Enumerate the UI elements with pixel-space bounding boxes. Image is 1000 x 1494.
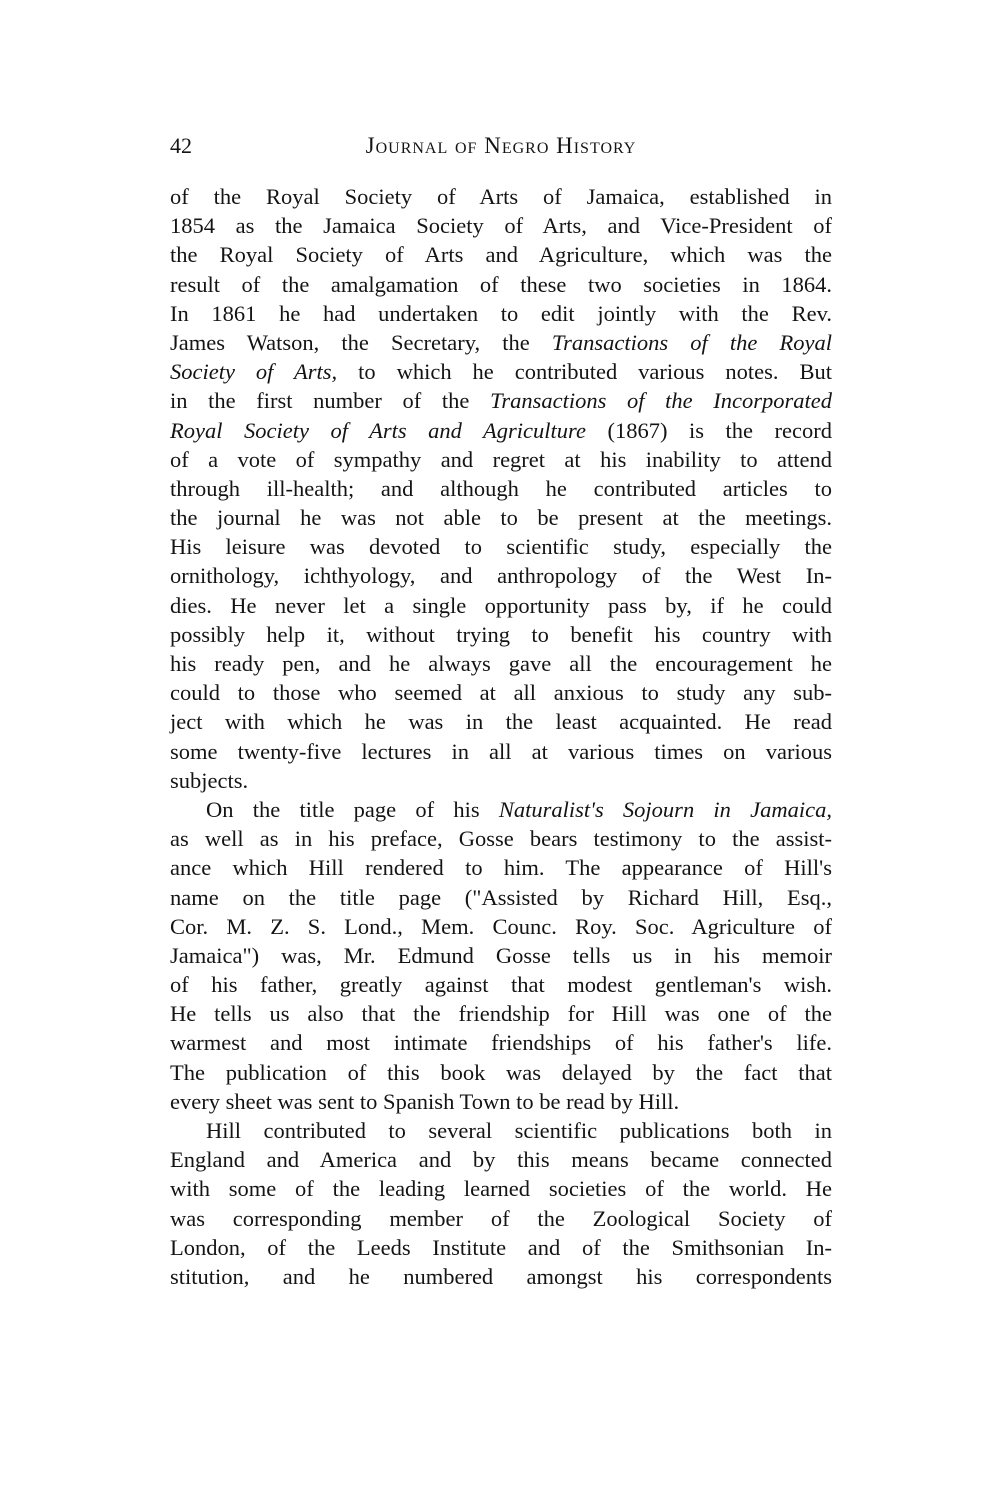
- text-segment: could to those who seemed at all anxious to study any sub-: [170, 680, 832, 706]
- text-line: [170, 357, 832, 386]
- text-line: [170, 416, 832, 445]
- text-line: [170, 211, 832, 240]
- text-segment: On the title page of his: [206, 796, 499, 822]
- running-head: [170, 131, 832, 161]
- text-segment: was corresponding member of the Zoological Society of: [170, 1205, 832, 1231]
- text-segment: The publication of this book was delayed by the fact that: [170, 1059, 832, 1085]
- text-segment: warmest and most intimate friendships of his father's life.: [170, 1030, 832, 1056]
- text-segment: (1867) is the record: [585, 417, 832, 443]
- text-line: [170, 620, 832, 649]
- text-line: [170, 1233, 832, 1262]
- text-segment: every sheet was sent to Spanish Town to be read by Hill.: [170, 1088, 680, 1114]
- text-segment: possibly help it, without trying to benefit his country with: [170, 621, 832, 647]
- text-line: [170, 795, 832, 824]
- text-line: [170, 1116, 832, 1145]
- text-segment: His leisure was devoted to scientific study, especially the: [170, 534, 832, 560]
- text-segment: through ill-health; and although he contributed articles to: [170, 475, 832, 501]
- italic-title-segment: Society of Arts,: [170, 359, 338, 385]
- text-line: [170, 941, 832, 970]
- text-segment: ornithology, ichthyology, and anthropology of the West In-: [170, 563, 832, 589]
- text-segment: ject with which he was in the least acquainted. He read: [170, 709, 832, 735]
- text-segment: name on the title page ("Assisted by Richard Hill, Esq.,: [170, 884, 832, 910]
- text-line: [170, 328, 832, 357]
- text-line: [170, 737, 832, 766]
- text-line: [170, 1145, 832, 1174]
- italic-title-segment: Transactions of the Incorporated: [490, 388, 832, 414]
- text-segment: ance which Hill rendered to him. The appearance of Hill's: [170, 855, 832, 881]
- page-number: 42: [170, 133, 192, 158]
- text-segment: James Watson, the Secretary, the: [170, 329, 552, 355]
- text-segment: the Royal Society of Arts and Agriculture, which was the: [170, 242, 832, 268]
- text-segment: of the Royal Society of Arts of Jamaica, established in: [170, 184, 832, 209]
- text-segment: London, of the Leeds Institute and of the Smithsonian In-: [170, 1234, 832, 1260]
- text-line: [170, 532, 832, 561]
- text-segment: to which he contributed various notes. But: [337, 359, 832, 385]
- text-segment: Cor. M. Z. S. Lond., Mem. Counc. Roy. Soc. Agriculture of: [170, 913, 832, 939]
- text-segment: England and America and by this means became connected: [170, 1147, 832, 1173]
- text-line: [170, 1204, 832, 1233]
- text-segment: with some of the leading learned societies of the world. He: [170, 1176, 832, 1202]
- text-segment: his ready pen, and he always gave all the encouragement he: [170, 651, 832, 676]
- text-line: [170, 1028, 832, 1057]
- text-line: [170, 240, 832, 269]
- text-line: [170, 299, 832, 328]
- text-line: [170, 182, 832, 211]
- text-segment: result of the amalgamation of these two societies in 1864.: [170, 271, 832, 297]
- text-line: [170, 474, 832, 503]
- text-line: [170, 707, 832, 736]
- text-segment: of a vote of sympathy and regret at his inability to attend: [170, 446, 832, 472]
- text-segment: some twenty-five lectures in all at various times on various: [170, 738, 832, 764]
- text-segment: of his father, greatly against that modest gentleman's wish.: [170, 972, 832, 998]
- text-line: [170, 853, 832, 882]
- text-line: [170, 445, 832, 474]
- text-segment: stitution, and he numbered amongst his correspondents: [170, 1263, 832, 1289]
- text-line: [170, 1174, 832, 1203]
- text-line: [170, 1087, 832, 1116]
- text-line: [170, 999, 832, 1028]
- text-line: [170, 503, 832, 532]
- body-text: [170, 182, 832, 1291]
- text-segment: Hill contributed to several scientific publications both in: [206, 1118, 832, 1143]
- text-segment: In 1861 he had undertaken to edit jointly with the Rev.: [170, 300, 832, 326]
- text-segment: He tells us also that the friendship for Hill was one of the: [170, 1001, 832, 1027]
- text-segment: as well as in his preface, Gosse bears testimony to the assist-: [170, 826, 832, 852]
- text-line: [170, 270, 832, 299]
- text-line: [170, 561, 832, 590]
- text-segment: Jamaica") was, Mr. Edmund Gosse tells us in his memoir: [170, 942, 832, 968]
- text-line: [170, 824, 832, 853]
- text-segment: subjects.: [170, 767, 249, 793]
- text-line: [170, 678, 832, 707]
- italic-title-segment: Transactions of the Royal: [551, 329, 832, 355]
- text-line: [170, 1262, 832, 1291]
- text-line: [170, 766, 832, 795]
- text-segment: 1854 as the Jamaica Society of Arts, and Vice-President of: [170, 213, 832, 239]
- text-segment: the journal he was not able to be present at the meetings.: [170, 505, 832, 531]
- italic-title-segment: Royal Society of Arts and Agriculture: [170, 417, 586, 443]
- text-line: [170, 883, 832, 912]
- text-line: [170, 1058, 832, 1087]
- text-segment: dies. He never let a single opportunity pass by, if he could: [170, 592, 832, 618]
- text-segment: in the first number of the: [170, 388, 491, 414]
- text-line: [170, 912, 832, 941]
- journal-title: Journal of Negro History: [365, 133, 637, 158]
- text-line: [170, 649, 832, 678]
- text-line: [170, 591, 832, 620]
- text-line: [170, 386, 832, 415]
- text-line: [170, 970, 832, 999]
- italic-title-segment: Naturalist's Sojourn in Jamaica,: [498, 796, 833, 822]
